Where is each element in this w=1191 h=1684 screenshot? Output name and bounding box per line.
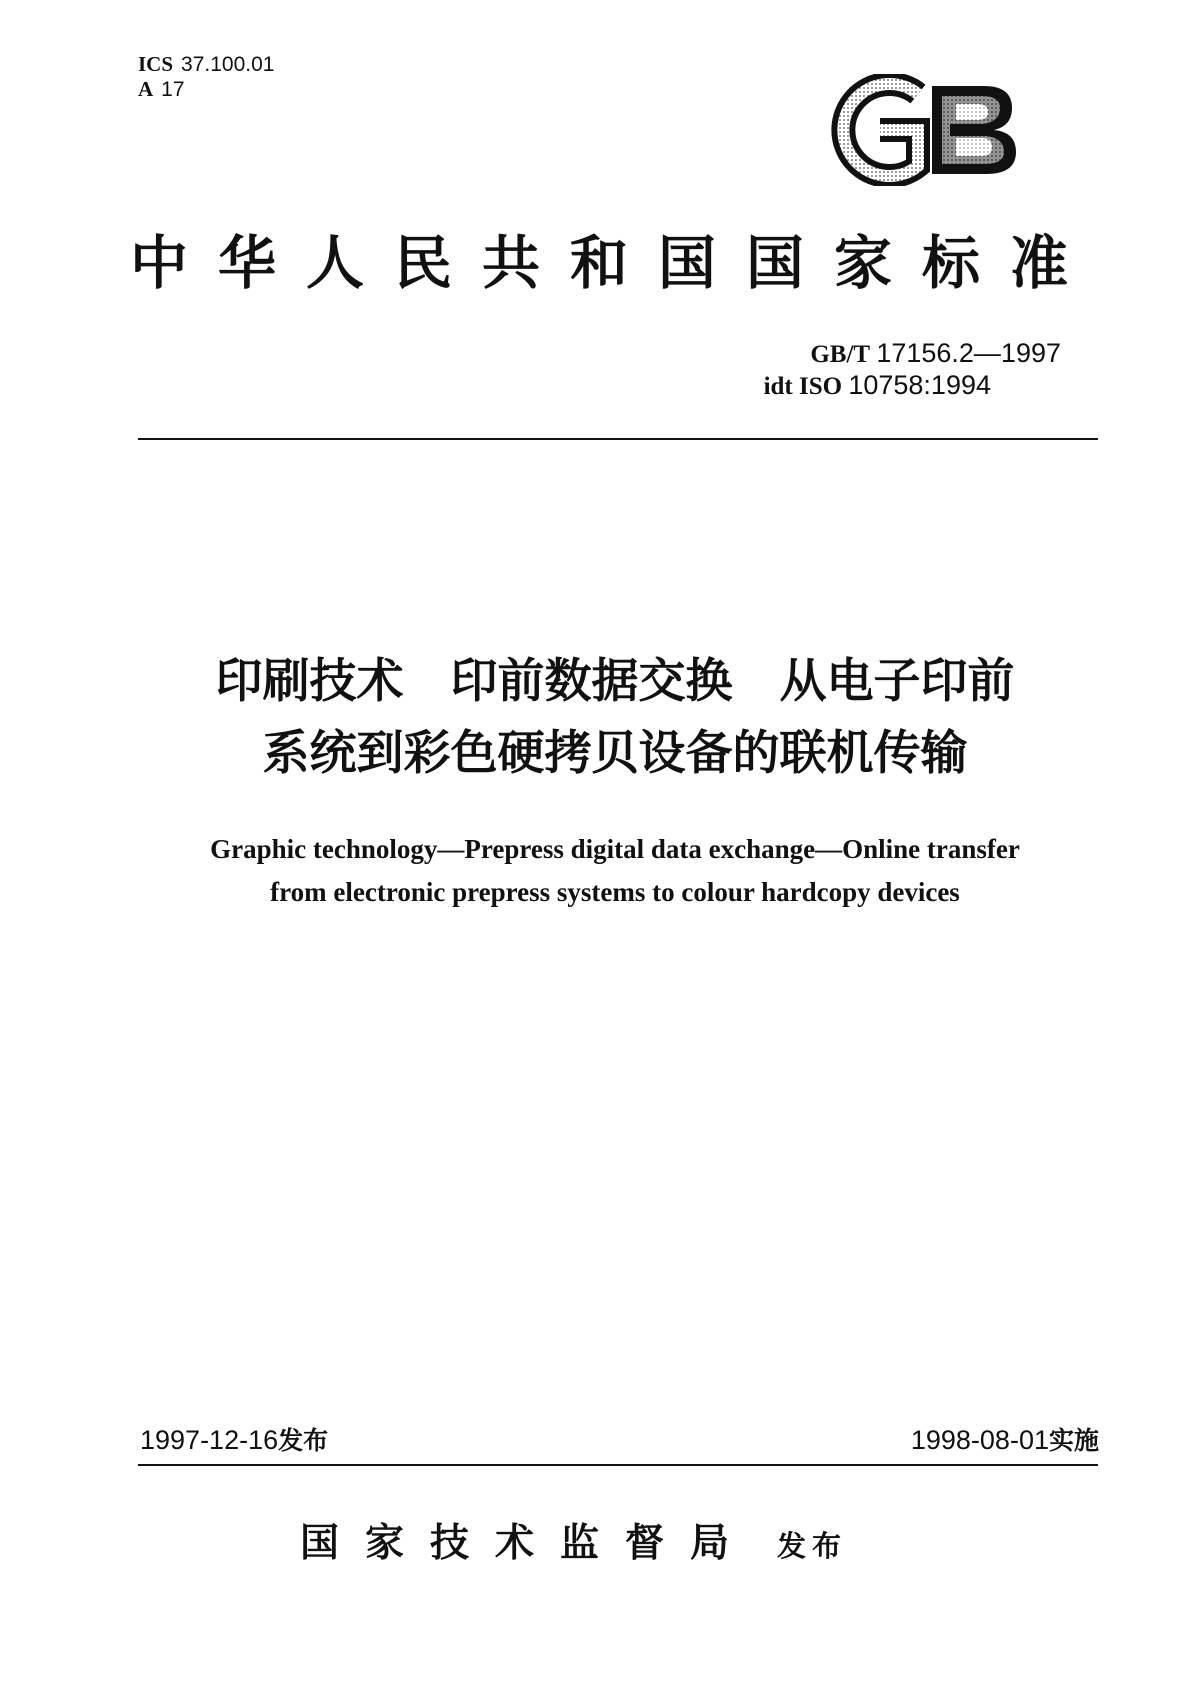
standard-number-label: GB/T [810,341,871,368]
gb-logo-icon [818,74,1026,186]
title-english [120,828,1110,914]
ics-code [138,52,274,77]
ics-value: 37.100.01 [181,53,275,76]
issue-date-value: 1997-12-16 [140,1425,279,1455]
classification-codes [138,52,274,102]
implementation-date [911,1424,1099,1457]
issue-date-word: 发布 [278,1426,329,1455]
title-english-line-2: from electronic prepress systems to colour hardcopy devices [270,877,960,907]
idt-reference [764,370,991,402]
implementation-date-value: 1998-08-01 [910,1425,1049,1455]
ics-label: ICS [138,52,174,76]
header-divider [138,438,1098,440]
class-value: 17 [161,78,185,101]
standard-number [764,338,1061,370]
publisher-name: 国家技术监督局 [300,1520,756,1566]
national-standard-heading: 中华人民共和国国家标准 [130,229,1099,297]
standard-number-block [764,338,1061,402]
standard-number-value: 17156.2—1997 [876,338,1061,368]
idt-value: 10758:1994 [848,370,991,400]
implementation-date-word: 实施 [1048,1426,1099,1455]
title-chinese-line-2: 系统到彩色硬拷贝设备的联机传输 [262,726,968,781]
title-chinese [130,646,1100,790]
footer-divider [138,1464,1098,1466]
class-label: A [138,77,154,101]
issue-date [140,1424,328,1457]
title-english-line-1: Graphic technology—Prepress digital data exchange—Online transfer [210,834,1020,864]
publisher-action: 发布 [777,1529,848,1563]
class-code [138,77,274,102]
title-chinese-line-1: 印刷技术 印前数据交换 从电子印前 [215,654,1015,709]
publisher [300,1512,847,1568]
idt-label: idt ISO [763,373,843,400]
